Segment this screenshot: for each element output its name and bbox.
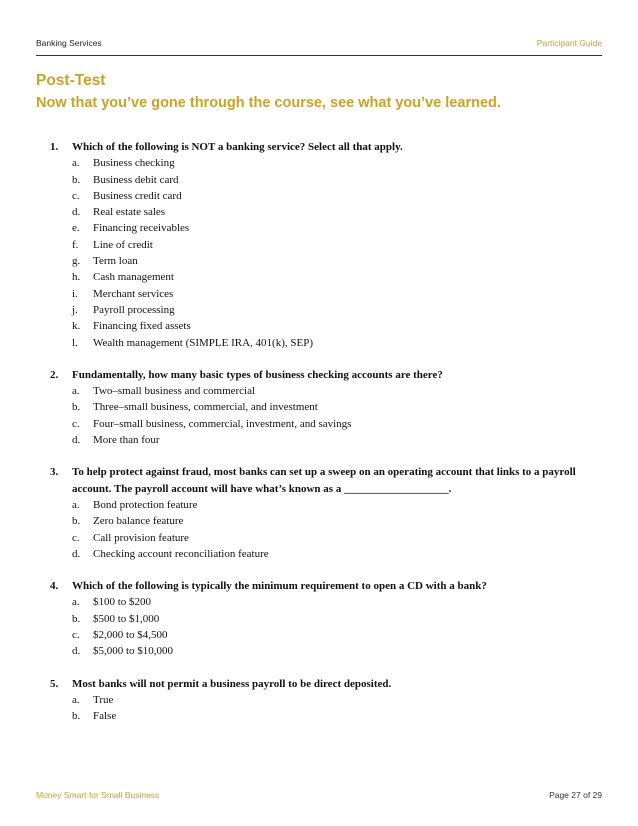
answer-option bbox=[72, 318, 610, 334]
question-item bbox=[50, 464, 610, 562]
answer-option bbox=[72, 513, 610, 529]
option-letter: d. bbox=[72, 547, 81, 560]
option-letter: c. bbox=[72, 629, 80, 642]
answer-option bbox=[72, 546, 610, 562]
option-letter: k. bbox=[72, 320, 81, 333]
answer-option bbox=[72, 286, 610, 302]
option-text: $2,000 to $4,500 bbox=[93, 629, 168, 642]
question-number: 2. bbox=[50, 368, 59, 381]
answer-option bbox=[72, 155, 610, 171]
option-letter: g. bbox=[72, 255, 81, 268]
question-number: 3. bbox=[50, 466, 59, 479]
option-letter: a. bbox=[72, 693, 80, 706]
option-text: Financing receivables bbox=[93, 222, 190, 235]
option-text: True bbox=[93, 693, 114, 706]
question-text: Which of the following is NOT a banking service? Select all that apply. bbox=[72, 141, 403, 153]
answer-option bbox=[72, 269, 610, 285]
answer-option bbox=[72, 627, 610, 643]
option-letter: a. bbox=[72, 498, 80, 511]
answer-option bbox=[72, 530, 610, 546]
option-letter: b. bbox=[72, 173, 81, 186]
header-section-title: Banking Services bbox=[36, 38, 102, 48]
option-text: More than four bbox=[93, 434, 160, 447]
option-letter: b. bbox=[72, 515, 81, 528]
option-letter: b. bbox=[72, 710, 81, 723]
answer-option bbox=[72, 253, 610, 269]
question-text: To help protect against fraud, most banks can set up a sweep on an operating account that links to a payroll account. The payroll account will have what’s known as a ___________________. bbox=[72, 466, 576, 495]
option-text: $100 to $200 bbox=[93, 596, 152, 609]
option-text: Line of credit bbox=[93, 238, 153, 251]
answer-option bbox=[72, 399, 610, 415]
option-letter: c. bbox=[72, 417, 80, 430]
option-text: $500 to $1,000 bbox=[93, 612, 160, 625]
question-item bbox=[50, 139, 610, 351]
option-text: Financing fixed assets bbox=[93, 320, 191, 333]
option-letter: a. bbox=[72, 596, 80, 609]
option-text: Cash management bbox=[93, 271, 174, 284]
option-text: $5,000 to $10,000 bbox=[93, 645, 174, 658]
answer-option bbox=[72, 611, 610, 627]
answer-option bbox=[72, 708, 610, 724]
answer-option bbox=[72, 302, 610, 318]
option-text: Real estate sales bbox=[93, 206, 166, 219]
question-number: 5. bbox=[50, 677, 59, 690]
answer-option bbox=[72, 497, 610, 513]
option-text: Payroll processing bbox=[93, 303, 175, 316]
option-text: False bbox=[93, 710, 117, 723]
option-letter: e. bbox=[72, 222, 80, 235]
answer-option bbox=[72, 204, 610, 220]
option-text: Term loan bbox=[93, 255, 138, 268]
option-text: Wealth management (SIMPLE IRA, 401(k), SEP) bbox=[93, 336, 313, 349]
answer-option bbox=[72, 416, 610, 432]
option-text: Four–small business, commercial, investment, and savings bbox=[93, 417, 352, 430]
option-text: Merchant services bbox=[93, 287, 174, 300]
option-letter: l. bbox=[72, 336, 78, 349]
answer-option bbox=[72, 594, 610, 610]
option-letter: d. bbox=[72, 645, 81, 658]
footer-course-title: Money Smart for Small Business bbox=[36, 790, 160, 800]
option-letter: j. bbox=[72, 303, 78, 316]
option-letter: d. bbox=[72, 434, 81, 447]
answer-option bbox=[72, 220, 610, 236]
page-title: Post-Test bbox=[36, 72, 106, 89]
answer-option bbox=[72, 432, 610, 448]
option-text: Bond protection feature bbox=[93, 498, 198, 511]
question-text: Most banks will not permit a business payroll to be direct deposited. bbox=[72, 677, 392, 690]
option-text: Business checking bbox=[93, 157, 175, 170]
answer-option bbox=[72, 188, 610, 204]
option-letter: a. bbox=[72, 157, 80, 170]
option-text: Business credit card bbox=[93, 189, 182, 202]
option-text: Three–small business, commercial, and investment bbox=[93, 401, 318, 414]
option-letter: a. bbox=[72, 385, 80, 398]
option-text: Zero balance feature bbox=[93, 515, 184, 528]
option-letter: c. bbox=[72, 189, 80, 202]
answer-option bbox=[72, 692, 610, 708]
option-letter: f. bbox=[72, 238, 79, 251]
page-subtitle: Now that you’ve gone through the course, see what you’ve learned. bbox=[36, 95, 501, 111]
answer-option bbox=[72, 172, 610, 188]
answer-option bbox=[72, 643, 610, 659]
option-letter: c. bbox=[72, 531, 80, 544]
option-letter: b. bbox=[72, 612, 81, 625]
option-letter: d. bbox=[72, 206, 81, 219]
question-item bbox=[50, 367, 610, 448]
option-text: Business debit card bbox=[93, 173, 179, 186]
answer-option bbox=[72, 383, 610, 399]
question-item bbox=[50, 676, 610, 725]
question-text: Fundamentally, how many basic types of business checking accounts are there? bbox=[72, 368, 443, 381]
option-letter: b. bbox=[72, 401, 81, 414]
answer-option bbox=[72, 335, 610, 351]
option-letter: i. bbox=[72, 287, 78, 300]
option-text: Call provision feature bbox=[93, 531, 189, 544]
question-number: 4. bbox=[50, 580, 59, 593]
question-list bbox=[50, 139, 610, 741]
option-text: Two–small business and commercial bbox=[93, 385, 256, 398]
page-header bbox=[36, 33, 602, 56]
header-guide-label: Participant Guide bbox=[536, 38, 602, 48]
answer-option bbox=[72, 237, 610, 253]
footer-page-number: Page 27 of 29 bbox=[549, 790, 602, 800]
question-item bbox=[50, 578, 610, 659]
question-number: 1. bbox=[50, 141, 59, 153]
question-text: Which of the following is typically the minimum requirement to open a CD with a bank? bbox=[72, 580, 487, 593]
option-text: Checking account reconciliation feature bbox=[93, 547, 269, 560]
option-letter: h. bbox=[72, 271, 81, 284]
